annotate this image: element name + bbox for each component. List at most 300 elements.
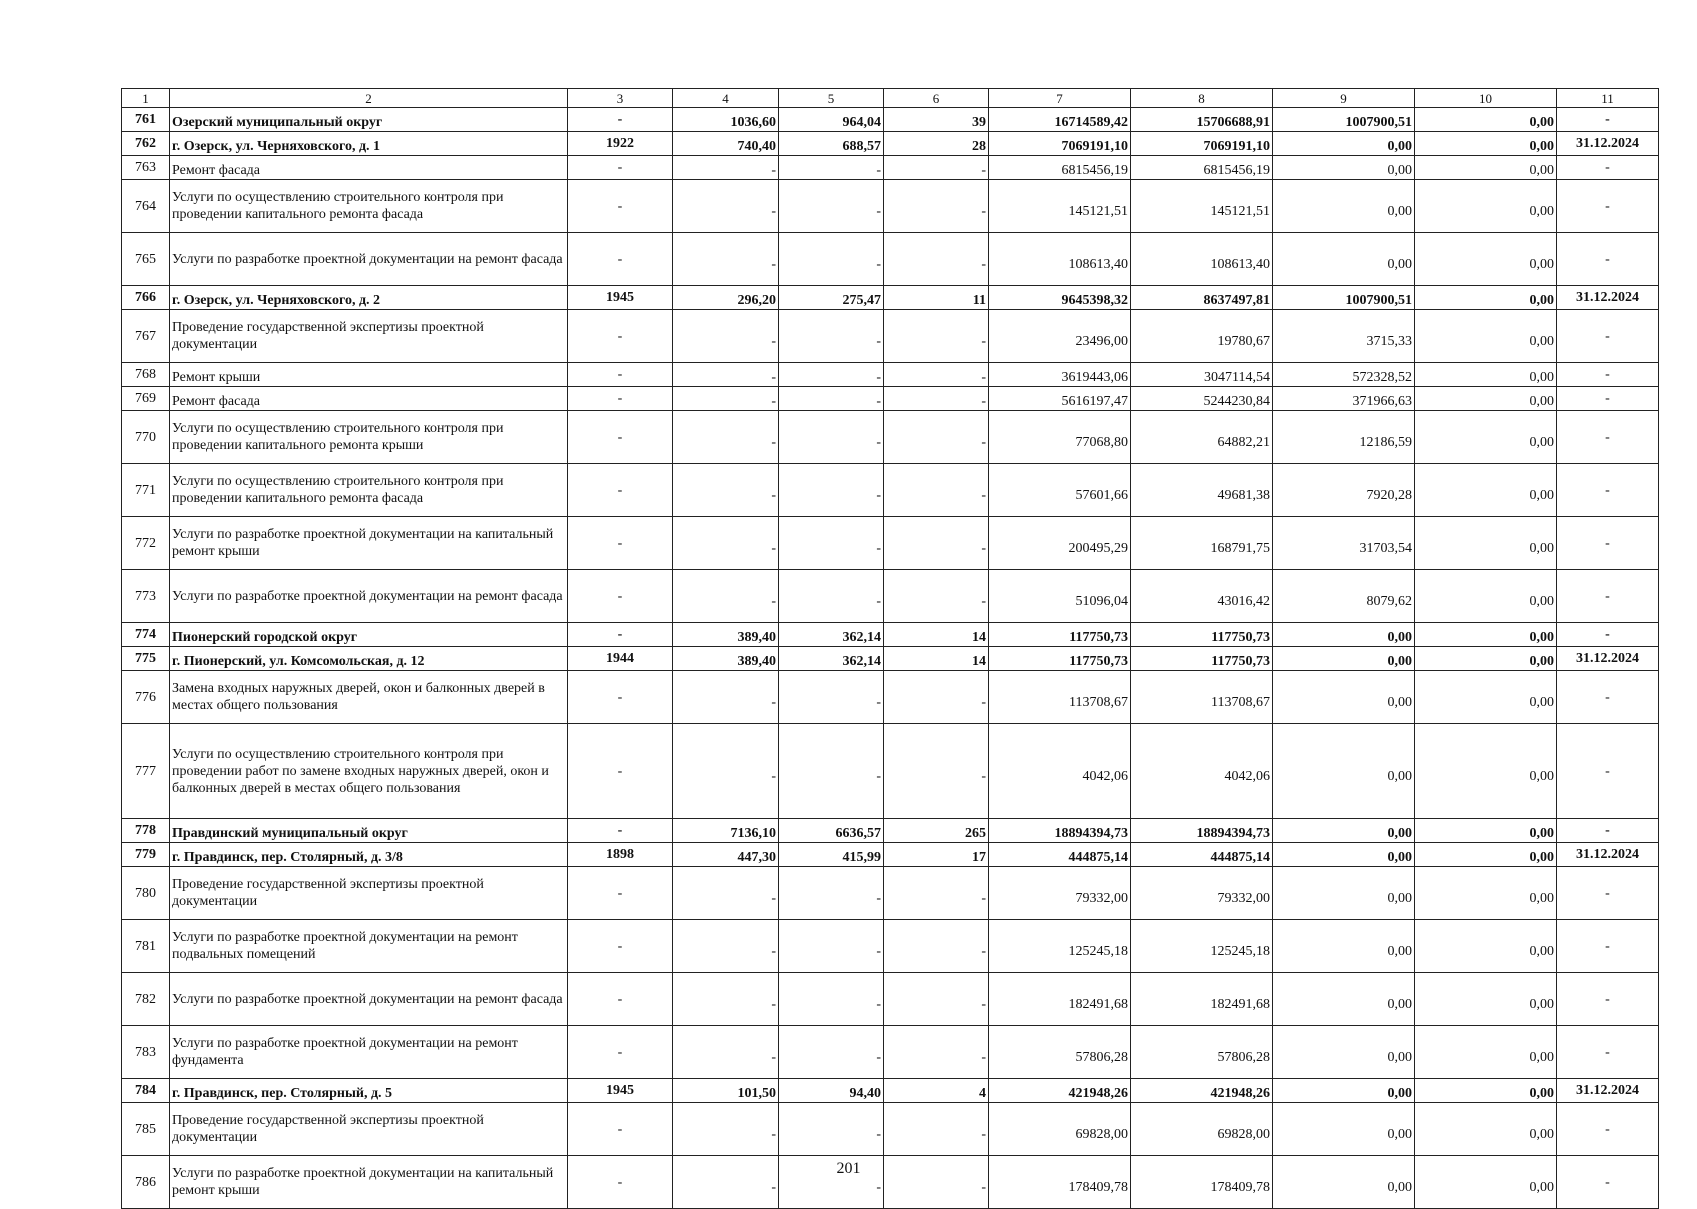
col-11-cell: - <box>1557 973 1659 1026</box>
col-5-cell: - <box>779 464 884 517</box>
col-9-cell: 3715,33 <box>1273 310 1415 363</box>
register-table-body <box>122 89 1659 1209</box>
col-6-cell: - <box>884 867 989 920</box>
object-name-cell: Услуги по разработке проектной документации на ремонт фундамента <box>170 1026 568 1079</box>
col-9-cell: 0,00 <box>1273 843 1415 867</box>
col-4-cell: - <box>673 920 779 973</box>
row-number-cell: 774 <box>122 623 170 647</box>
col-9-cell: 371966,63 <box>1273 387 1415 411</box>
col-5-cell: - <box>779 156 884 180</box>
col-4-cell: 740,40 <box>673 132 779 156</box>
table-row <box>122 233 1659 286</box>
col-11-cell: - <box>1557 920 1659 973</box>
object-name-cell: г. Правдинск, пер. Столярный, д. 5 <box>170 1079 568 1103</box>
col-3-cell: - <box>568 180 673 233</box>
col-9-cell: 0,00 <box>1273 132 1415 156</box>
col-3-cell: - <box>568 867 673 920</box>
col-8-cell: 182491,68 <box>1131 973 1273 1026</box>
col-7-cell: 16714589,42 <box>989 108 1131 132</box>
col-3-cell: - <box>568 363 673 387</box>
col-10-cell: 0,00 <box>1415 132 1557 156</box>
col-4-cell: 447,30 <box>673 843 779 867</box>
col-9-cell: 8079,62 <box>1273 570 1415 623</box>
col-8-cell: 113708,67 <box>1131 671 1273 724</box>
col-8-cell: 19780,67 <box>1131 310 1273 363</box>
col-6-cell: - <box>884 973 989 1026</box>
object-name-cell: Услуги по осуществлению строительного контроля при проведении капитального ремонта крыши <box>170 411 568 464</box>
col-4-cell: 296,20 <box>673 286 779 310</box>
col-10-cell: 0,00 <box>1415 387 1557 411</box>
row-number-cell: 780 <box>122 867 170 920</box>
col-7-cell: 51096,04 <box>989 570 1131 623</box>
col-4-cell: - <box>673 363 779 387</box>
col-6-cell: - <box>884 310 989 363</box>
col-7-cell: 3619443,06 <box>989 363 1131 387</box>
col-9-cell: 0,00 <box>1273 623 1415 647</box>
col-3-cell: - <box>568 108 673 132</box>
register-sheet <box>121 88 1658 1209</box>
table-row <box>122 517 1659 570</box>
col-6-cell: 265 <box>884 819 989 843</box>
column-header-2: 2 <box>170 89 568 108</box>
col-7-cell: 79332,00 <box>989 867 1131 920</box>
col-4-cell: 389,40 <box>673 623 779 647</box>
table-row <box>122 132 1659 156</box>
col-11-cell: - <box>1557 570 1659 623</box>
col-6-cell: 14 <box>884 623 989 647</box>
col-8-cell: 64882,21 <box>1131 411 1273 464</box>
col-6-cell: - <box>884 464 989 517</box>
col-8-cell: 178409,78 <box>1131 1156 1273 1209</box>
col-5-cell: - <box>779 867 884 920</box>
col-10-cell: 0,00 <box>1415 233 1557 286</box>
col-9-cell: 0,00 <box>1273 867 1415 920</box>
column-header-7: 7 <box>989 89 1131 108</box>
table-row <box>122 363 1659 387</box>
col-8-cell: 49681,38 <box>1131 464 1273 517</box>
col-7-cell: 421948,26 <box>989 1079 1131 1103</box>
col-5-cell: - <box>779 724 884 819</box>
col-5-cell: - <box>779 973 884 1026</box>
col-9-cell: 0,00 <box>1273 671 1415 724</box>
row-number-cell: 778 <box>122 819 170 843</box>
col-10-cell: 0,00 <box>1415 411 1557 464</box>
table-row <box>122 1026 1659 1079</box>
col-9-cell: 0,00 <box>1273 233 1415 286</box>
col-10-cell: 0,00 <box>1415 286 1557 310</box>
col-4-cell: - <box>673 517 779 570</box>
object-name-cell: Услуги по разработке проектной документации на ремонт фасада <box>170 570 568 623</box>
row-number-cell: 779 <box>122 843 170 867</box>
column-header-1: 1 <box>122 89 170 108</box>
column-header-11: 11 <box>1557 89 1659 108</box>
object-name-cell: г. Озерск, ул. Черняховского, д. 1 <box>170 132 568 156</box>
col-5-cell: - <box>779 1103 884 1156</box>
table-row <box>122 108 1659 132</box>
col-8-cell: 168791,75 <box>1131 517 1273 570</box>
col-5-cell: 688,57 <box>779 132 884 156</box>
row-number-cell: 786 <box>122 1156 170 1209</box>
col-3-cell: 1945 <box>568 286 673 310</box>
col-3-cell: - <box>568 310 673 363</box>
col-4-cell: - <box>673 973 779 1026</box>
col-9-cell: 0,00 <box>1273 973 1415 1026</box>
col-10-cell: 0,00 <box>1415 464 1557 517</box>
col-10-cell: 0,00 <box>1415 1156 1557 1209</box>
object-name-cell: Проведение государственной экспертизы проектной документации <box>170 1103 568 1156</box>
col-3-cell: 1945 <box>568 1079 673 1103</box>
table-row <box>122 464 1659 517</box>
object-name-cell: г. Озерск, ул. Черняховского, д. 2 <box>170 286 568 310</box>
row-number-cell: 766 <box>122 286 170 310</box>
col-10-cell: 0,00 <box>1415 570 1557 623</box>
col-4-cell: - <box>673 671 779 724</box>
col-7-cell: 6815456,19 <box>989 156 1131 180</box>
col-3-cell: - <box>568 464 673 517</box>
col-8-cell: 18894394,73 <box>1131 819 1273 843</box>
col-3-cell: - <box>568 517 673 570</box>
table-row <box>122 623 1659 647</box>
col-9-cell: 0,00 <box>1273 1103 1415 1156</box>
object-name-cell: г. Правдинск, пер. Столярный, д. 3/8 <box>170 843 568 867</box>
col-8-cell: 125245,18 <box>1131 920 1273 973</box>
col-7-cell: 182491,68 <box>989 973 1131 1026</box>
col-11-cell: - <box>1557 1026 1659 1079</box>
col-9-cell: 0,00 <box>1273 180 1415 233</box>
col-5-cell: - <box>779 1026 884 1079</box>
col-3-cell: - <box>568 819 673 843</box>
col-6-cell: 39 <box>884 108 989 132</box>
col-10-cell: 0,00 <box>1415 1103 1557 1156</box>
col-7-cell: 125245,18 <box>989 920 1131 973</box>
col-11-cell: 31.12.2024 <box>1557 1079 1659 1103</box>
col-10-cell: 0,00 <box>1415 108 1557 132</box>
table-row <box>122 647 1659 671</box>
col-6-cell: 17 <box>884 843 989 867</box>
col-6-cell: - <box>884 570 989 623</box>
row-number-cell: 764 <box>122 180 170 233</box>
col-3-cell: 1944 <box>568 647 673 671</box>
col-6-cell: - <box>884 363 989 387</box>
row-number-cell: 765 <box>122 233 170 286</box>
col-4-cell: 1036,60 <box>673 108 779 132</box>
col-8-cell: 444875,14 <box>1131 843 1273 867</box>
object-name-cell: Услуги по разработке проектной документации на капитальный ремонт крыши <box>170 517 568 570</box>
table-row <box>122 156 1659 180</box>
table-row <box>122 920 1659 973</box>
col-6-cell: 14 <box>884 647 989 671</box>
col-6-cell: - <box>884 1156 989 1209</box>
col-10-cell: 0,00 <box>1415 180 1557 233</box>
row-number-cell: 771 <box>122 464 170 517</box>
col-10-cell: 0,00 <box>1415 1026 1557 1079</box>
col-8-cell: 3047114,54 <box>1131 363 1273 387</box>
table-row <box>122 671 1659 724</box>
col-11-cell: - <box>1557 1103 1659 1156</box>
col-5-cell: - <box>779 517 884 570</box>
col-4-cell: - <box>673 180 779 233</box>
col-11-cell: - <box>1557 387 1659 411</box>
col-7-cell: 108613,40 <box>989 233 1131 286</box>
col-5-cell: 362,14 <box>779 647 884 671</box>
object-name-cell: Ремонт фасада <box>170 387 568 411</box>
col-8-cell: 7069191,10 <box>1131 132 1273 156</box>
col-5-cell: - <box>779 180 884 233</box>
col-8-cell: 117750,73 <box>1131 647 1273 671</box>
table-row <box>122 1079 1659 1103</box>
col-3-cell: - <box>568 724 673 819</box>
col-8-cell: 6815456,19 <box>1131 156 1273 180</box>
object-name-cell: Услуги по осуществлению строительного контроля при проведении работ по замене входных наружных дверей, окон и балконных дверей в местах общего пользования <box>170 724 568 819</box>
col-11-cell: - <box>1557 156 1659 180</box>
col-5-cell: - <box>779 310 884 363</box>
col-10-cell: 0,00 <box>1415 517 1557 570</box>
object-name-cell: Услуги по разработке проектной документации на ремонт фасада <box>170 973 568 1026</box>
col-8-cell: 43016,42 <box>1131 570 1273 623</box>
table-row <box>122 1103 1659 1156</box>
col-7-cell: 23496,00 <box>989 310 1131 363</box>
page-number: 201 <box>836 1160 861 1177</box>
row-number-cell: 781 <box>122 920 170 973</box>
table-row <box>122 310 1659 363</box>
col-3-cell: - <box>568 1156 673 1209</box>
col-8-cell: 5244230,84 <box>1131 387 1273 411</box>
col-5-cell: - <box>779 363 884 387</box>
col-7-cell: 18894394,73 <box>989 819 1131 843</box>
col-11-cell: 31.12.2024 <box>1557 286 1659 310</box>
table-row <box>122 411 1659 464</box>
col-4-cell: 7136,10 <box>673 819 779 843</box>
col-7-cell: 113708,67 <box>989 671 1131 724</box>
col-6-cell: - <box>884 387 989 411</box>
row-number-cell: 770 <box>122 411 170 464</box>
col-10-cell: 0,00 <box>1415 623 1557 647</box>
col-9-cell: 572328,52 <box>1273 363 1415 387</box>
object-name-cell: Услуги по осуществлению строительного контроля при проведении капитального ремонта фасада <box>170 464 568 517</box>
col-4-cell: - <box>673 411 779 464</box>
col-6-cell: - <box>884 517 989 570</box>
col-10-cell: 0,00 <box>1415 920 1557 973</box>
col-3-cell: - <box>568 411 673 464</box>
col-10-cell: 0,00 <box>1415 156 1557 180</box>
row-number-cell: 768 <box>122 363 170 387</box>
col-4-cell: - <box>673 1026 779 1079</box>
column-header-5: 5 <box>779 89 884 108</box>
row-number-cell: 783 <box>122 1026 170 1079</box>
col-6-cell: - <box>884 1026 989 1079</box>
col-8-cell: 57806,28 <box>1131 1026 1273 1079</box>
col-3-cell: - <box>568 920 673 973</box>
col-9-cell: 0,00 <box>1273 1026 1415 1079</box>
col-7-cell: 444875,14 <box>989 843 1131 867</box>
column-header-9: 9 <box>1273 89 1415 108</box>
row-number-cell: 767 <box>122 310 170 363</box>
col-8-cell: 108613,40 <box>1131 233 1273 286</box>
object-name-cell: Проведение государственной экспертизы проектной документации <box>170 867 568 920</box>
col-11-cell: 31.12.2024 <box>1557 843 1659 867</box>
col-3-cell: - <box>568 1103 673 1156</box>
col-8-cell: 15706688,91 <box>1131 108 1273 132</box>
col-5-cell: - <box>779 387 884 411</box>
col-11-cell: 31.12.2024 <box>1557 132 1659 156</box>
col-10-cell: 0,00 <box>1415 1079 1557 1103</box>
col-11-cell: - <box>1557 464 1659 517</box>
col-7-cell: 9645398,32 <box>989 286 1131 310</box>
row-number-cell: 785 <box>122 1103 170 1156</box>
col-7-cell: 77068,80 <box>989 411 1131 464</box>
col-4-cell: - <box>673 1103 779 1156</box>
col-4-cell: - <box>673 233 779 286</box>
col-9-cell: 1007900,51 <box>1273 286 1415 310</box>
col-5-cell: 94,40 <box>779 1079 884 1103</box>
object-name-cell: г. Пионерский, ул. Комсомольская, д. 12 <box>170 647 568 671</box>
table-row <box>122 867 1659 920</box>
col-9-cell: 0,00 <box>1273 920 1415 973</box>
col-7-cell: 69828,00 <box>989 1103 1131 1156</box>
col-10-cell: 0,00 <box>1415 310 1557 363</box>
column-header-3: 3 <box>568 89 673 108</box>
col-5-cell: 275,47 <box>779 286 884 310</box>
col-10-cell: 0,00 <box>1415 973 1557 1026</box>
col-7-cell: 178409,78 <box>989 1156 1131 1209</box>
column-header-6: 6 <box>884 89 989 108</box>
col-11-cell: - <box>1557 180 1659 233</box>
col-5-cell: 6636,57 <box>779 819 884 843</box>
row-number-cell: 763 <box>122 156 170 180</box>
row-number-cell: 775 <box>122 647 170 671</box>
col-9-cell: 0,00 <box>1273 156 1415 180</box>
row-number-cell: 773 <box>122 570 170 623</box>
col-3-cell: 1922 <box>568 132 673 156</box>
col-4-cell: - <box>673 464 779 517</box>
table-row <box>122 570 1659 623</box>
col-11-cell: - <box>1557 867 1659 920</box>
col-9-cell: 0,00 <box>1273 819 1415 843</box>
object-name-cell: Правдинский муниципальный округ <box>170 819 568 843</box>
object-name-cell: Ремонт крыши <box>170 363 568 387</box>
col-6-cell: - <box>884 671 989 724</box>
col-8-cell: 69828,00 <box>1131 1103 1273 1156</box>
row-number-cell: 761 <box>122 108 170 132</box>
row-number-cell: 776 <box>122 671 170 724</box>
col-11-cell: - <box>1557 108 1659 132</box>
col-5-cell: - <box>779 1156 884 1209</box>
row-number-cell: 762 <box>122 132 170 156</box>
col-9-cell: 12186,59 <box>1273 411 1415 464</box>
col-8-cell: 4042,06 <box>1131 724 1273 819</box>
col-6-cell: - <box>884 1103 989 1156</box>
object-name-cell: Замена входных наружных дверей, окон и балконных дверей в местах общего пользования <box>170 671 568 724</box>
col-11-cell: - <box>1557 819 1659 843</box>
col-5-cell: - <box>779 233 884 286</box>
col-6-cell: 11 <box>884 286 989 310</box>
col-9-cell: 7920,28 <box>1273 464 1415 517</box>
col-7-cell: 5616197,47 <box>989 387 1131 411</box>
col-9-cell: 0,00 <box>1273 647 1415 671</box>
col-10-cell: 0,00 <box>1415 363 1557 387</box>
col-4-cell: 101,50 <box>673 1079 779 1103</box>
col-10-cell: 0,00 <box>1415 843 1557 867</box>
table-row <box>122 973 1659 1026</box>
col-8-cell: 145121,51 <box>1131 180 1273 233</box>
col-5-cell: - <box>779 671 884 724</box>
object-name-cell: Услуги по разработке проектной документации на ремонт фасада <box>170 233 568 286</box>
object-name-cell: Услуги по осуществлению строительного контроля при проведении капитального ремонта фасада <box>170 180 568 233</box>
col-7-cell: 57806,28 <box>989 1026 1131 1079</box>
col-6-cell: - <box>884 233 989 286</box>
col-11-cell: - <box>1557 623 1659 647</box>
col-6-cell: - <box>884 724 989 819</box>
col-9-cell: 1007900,51 <box>1273 108 1415 132</box>
object-name-cell: Услуги по разработке проектной документации на капитальный ремонт крыши <box>170 1156 568 1209</box>
table-row <box>122 843 1659 867</box>
col-11-cell: - <box>1557 233 1659 286</box>
col-11-cell: - <box>1557 363 1659 387</box>
col-4-cell: 389,40 <box>673 647 779 671</box>
register-table <box>121 88 1659 1209</box>
col-6-cell: - <box>884 920 989 973</box>
col-5-cell: - <box>779 411 884 464</box>
column-header-10: 10 <box>1415 89 1557 108</box>
col-11-cell: - <box>1557 671 1659 724</box>
col-3-cell: - <box>568 233 673 286</box>
col-8-cell: 117750,73 <box>1131 623 1273 647</box>
col-11-cell: - <box>1557 724 1659 819</box>
table-row <box>122 819 1659 843</box>
col-10-cell: 0,00 <box>1415 647 1557 671</box>
col-9-cell: 0,00 <box>1273 1156 1415 1209</box>
col-3-cell: - <box>568 671 673 724</box>
col-8-cell: 8637497,81 <box>1131 286 1273 310</box>
object-name-cell: Озерский муниципальный округ <box>170 108 568 132</box>
col-3-cell: - <box>568 1026 673 1079</box>
col-8-cell: 421948,26 <box>1131 1079 1273 1103</box>
col-4-cell: - <box>673 867 779 920</box>
object-name-cell: Услуги по разработке проектной документации на ремонт подвальных помещений <box>170 920 568 973</box>
col-3-cell: - <box>568 623 673 647</box>
col-6-cell: 4 <box>884 1079 989 1103</box>
column-header-4: 4 <box>673 89 779 108</box>
col-6-cell: 28 <box>884 132 989 156</box>
col-3-cell: - <box>568 156 673 180</box>
col-5-cell: - <box>779 570 884 623</box>
row-number-cell: 777 <box>122 724 170 819</box>
table-row <box>122 180 1659 233</box>
col-4-cell: - <box>673 1156 779 1209</box>
row-number-cell: 772 <box>122 517 170 570</box>
col-4-cell: - <box>673 387 779 411</box>
object-name-cell: Проведение государственной экспертизы проектной документации <box>170 310 568 363</box>
col-5-cell: 362,14 <box>779 623 884 647</box>
col-10-cell: 0,00 <box>1415 867 1557 920</box>
col-7-cell: 4042,06 <box>989 724 1131 819</box>
col-3-cell: - <box>568 387 673 411</box>
col-4-cell: - <box>673 156 779 180</box>
table-row <box>122 286 1659 310</box>
col-6-cell: - <box>884 411 989 464</box>
col-11-cell: 31.12.2024 <box>1557 647 1659 671</box>
col-10-cell: 0,00 <box>1415 671 1557 724</box>
col-4-cell: - <box>673 310 779 363</box>
col-7-cell: 145121,51 <box>989 180 1131 233</box>
col-11-cell: - <box>1557 517 1659 570</box>
table-row <box>122 724 1659 819</box>
row-number-cell: 784 <box>122 1079 170 1103</box>
object-name-cell: Ремонт фасада <box>170 156 568 180</box>
col-7-cell: 200495,29 <box>989 517 1131 570</box>
col-7-cell: 7069191,10 <box>989 132 1131 156</box>
col-6-cell: - <box>884 180 989 233</box>
